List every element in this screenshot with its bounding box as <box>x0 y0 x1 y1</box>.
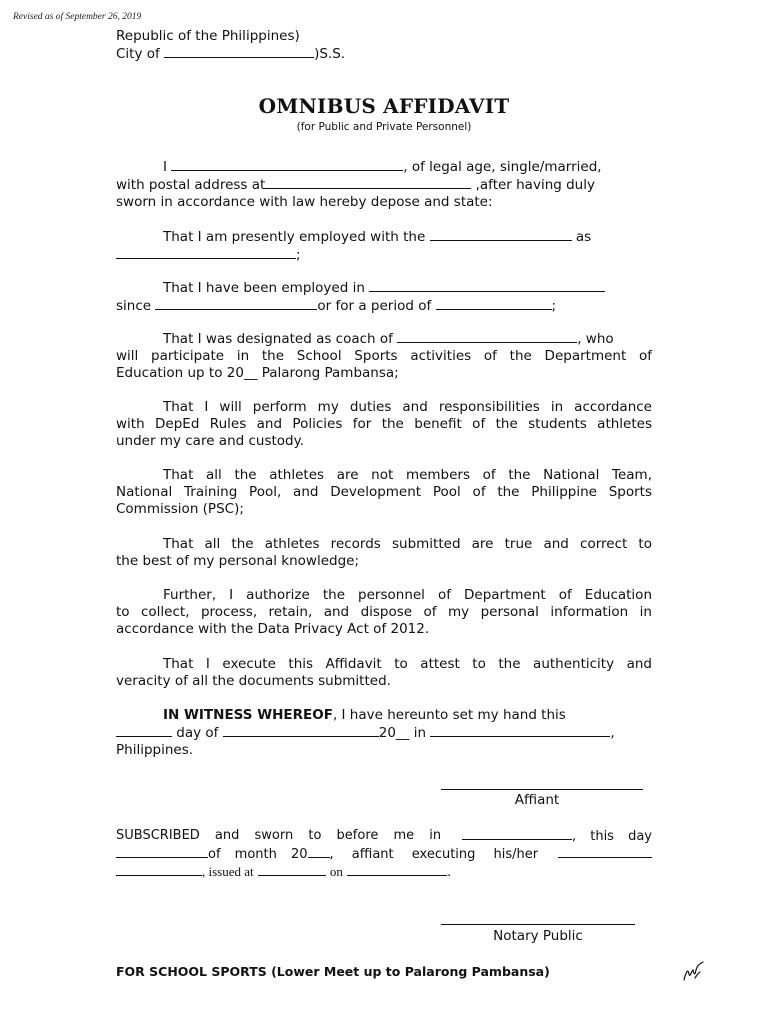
not-members-line3: Commission (PSC); <box>116 501 244 518</box>
affiant-label: Affiant <box>514 792 560 808</box>
coach-line3: Education up to 20__ Palarong Pambansa; <box>116 365 399 382</box>
city-blank <box>164 45 314 58</box>
since-blank <box>155 297 317 310</box>
employed-with-text: That I am presently employed with the <box>163 229 426 245</box>
paragraph-employed-with <box>116 228 652 264</box>
subscribed-issued-place-blank <box>258 863 326 876</box>
not-members-line1: That all the athletes are not members of the National Team, <box>163 467 652 483</box>
position-blank <box>116 246 296 259</box>
subscribed-date-blank <box>347 863 447 876</box>
records-line1: That all the athletes records submitted are true and correct to <box>163 536 652 552</box>
employed-period: or for a period of <box>317 298 432 315</box>
intro-sworn-after: ,after having duly <box>475 177 595 194</box>
subscribed-issued-at: , issued at <box>202 864 254 879</box>
intro-i: I <box>163 159 167 175</box>
period-blank <box>436 297 552 310</box>
records-line2: the best of my personal knowledge; <box>116 553 359 570</box>
paragraph-not-members <box>116 467 652 519</box>
revision-note: Revised as of September 26, 2019 <box>13 12 142 22</box>
privacy-line1: Further, I authorize the personnel of Department of Education <box>163 587 652 603</box>
duties-line1: That I will perform my duties and responsibilities in accordance <box>163 399 652 415</box>
subscribed-on: on <box>329 864 343 879</box>
employed-in-end: ; <box>551 298 557 315</box>
venue-city-prefix: City of <box>116 46 160 62</box>
paragraph-records <box>116 536 652 570</box>
paragraph-duties <box>116 399 652 451</box>
month-blank <box>223 724 379 737</box>
day-blank <box>116 724 172 737</box>
venue-city-suffix: )S.S. <box>314 46 346 62</box>
employed-in-text: That I have been employed in <box>163 280 365 296</box>
venue-republic: Republic of the Philippines) <box>116 28 300 44</box>
employed-with-end: ; <box>296 247 301 264</box>
subscribed-of-month: of month 20 <box>208 847 308 862</box>
postal-blank <box>265 176 471 189</box>
notary-signature-line <box>441 924 635 925</box>
execute-line1: That I execute this Affidavit to attest to the authenticity and <box>163 656 652 672</box>
subscribed-id-blank <box>558 845 652 858</box>
witness-year-in: 20__ in <box>378 725 427 742</box>
coach-of-blank <box>397 330 577 343</box>
document-title: OMNIBUS AFFIDAVIT <box>258 94 510 118</box>
witness-line1: , I have hereunto set my hand this <box>332 707 566 723</box>
not-members-line2: National Training Pool, and Development Pool of the Philippine Sports <box>116 484 652 501</box>
subscribed-id-cont-blank <box>116 863 202 876</box>
notary-label: Notary Public <box>493 928 583 944</box>
employed-in-blank <box>369 279 605 292</box>
subscribed-this-day: , this day <box>571 829 652 844</box>
venue-city <box>116 45 345 63</box>
employed-with-as: as <box>575 229 592 245</box>
document-subtitle: (for Public and Private Personnel) <box>296 121 472 133</box>
coach-who: , who <box>577 331 614 347</box>
place-blank <box>430 724 610 737</box>
subscribed-affiant-executing: , affiant executing his/her <box>329 847 539 862</box>
subscribed-line1: SUBSCRIBED and sworn to before me in <box>116 828 442 843</box>
paragraph-employed-in <box>116 279 652 315</box>
paragraph-execute <box>116 656 652 690</box>
witness-heading: IN WITNESS WHEREOF <box>163 707 333 723</box>
initials-signature <box>681 958 707 984</box>
witness-philippines: Philippines. <box>116 742 194 759</box>
intro-legal-age: , of legal age, single/married, <box>403 159 602 175</box>
coach-text: That I was designated as coach of <box>163 331 393 347</box>
privacy-line3: accordance with the Data Privacy Act of 2012. <box>116 621 430 638</box>
paragraph-privacy <box>116 587 652 639</box>
execute-line2: veracity of all the documents submitted. <box>116 673 391 690</box>
employer-blank <box>430 228 572 241</box>
coach-line2: will participate in the School Sports activities of the Department of <box>116 348 652 365</box>
intro-depose: sworn in accordance with law hereby depose and state: <box>116 194 493 211</box>
witness-day-of: day of <box>176 725 219 742</box>
subscribed-day-blank <box>116 845 208 858</box>
privacy-line2: to collect, process, retain, and dispose of my personal information in <box>116 604 652 621</box>
subscribed-period: . <box>447 865 452 880</box>
duties-line3: under my care and custody. <box>116 433 304 450</box>
subscribed-year-blank <box>308 845 330 858</box>
paragraph-witness <box>116 707 652 760</box>
affiant-signature-line <box>441 789 643 790</box>
paragraph-intro <box>116 158 652 212</box>
duties-line2: with DepEd Rules and Policies for the benefit of the students athletes <box>116 416 652 433</box>
paragraph-coach <box>116 330 652 383</box>
footer-note: FOR SCHOOL SPORTS (Lower Meet up to Palarong Pambansa) <box>116 964 550 979</box>
subscribed-place-blank <box>462 827 572 840</box>
intro-postal: with postal address at <box>116 177 266 194</box>
employed-since: since <box>116 298 152 315</box>
witness-comma: , <box>610 725 615 742</box>
name-blank <box>171 158 403 171</box>
subscribed-section <box>116 827 652 881</box>
